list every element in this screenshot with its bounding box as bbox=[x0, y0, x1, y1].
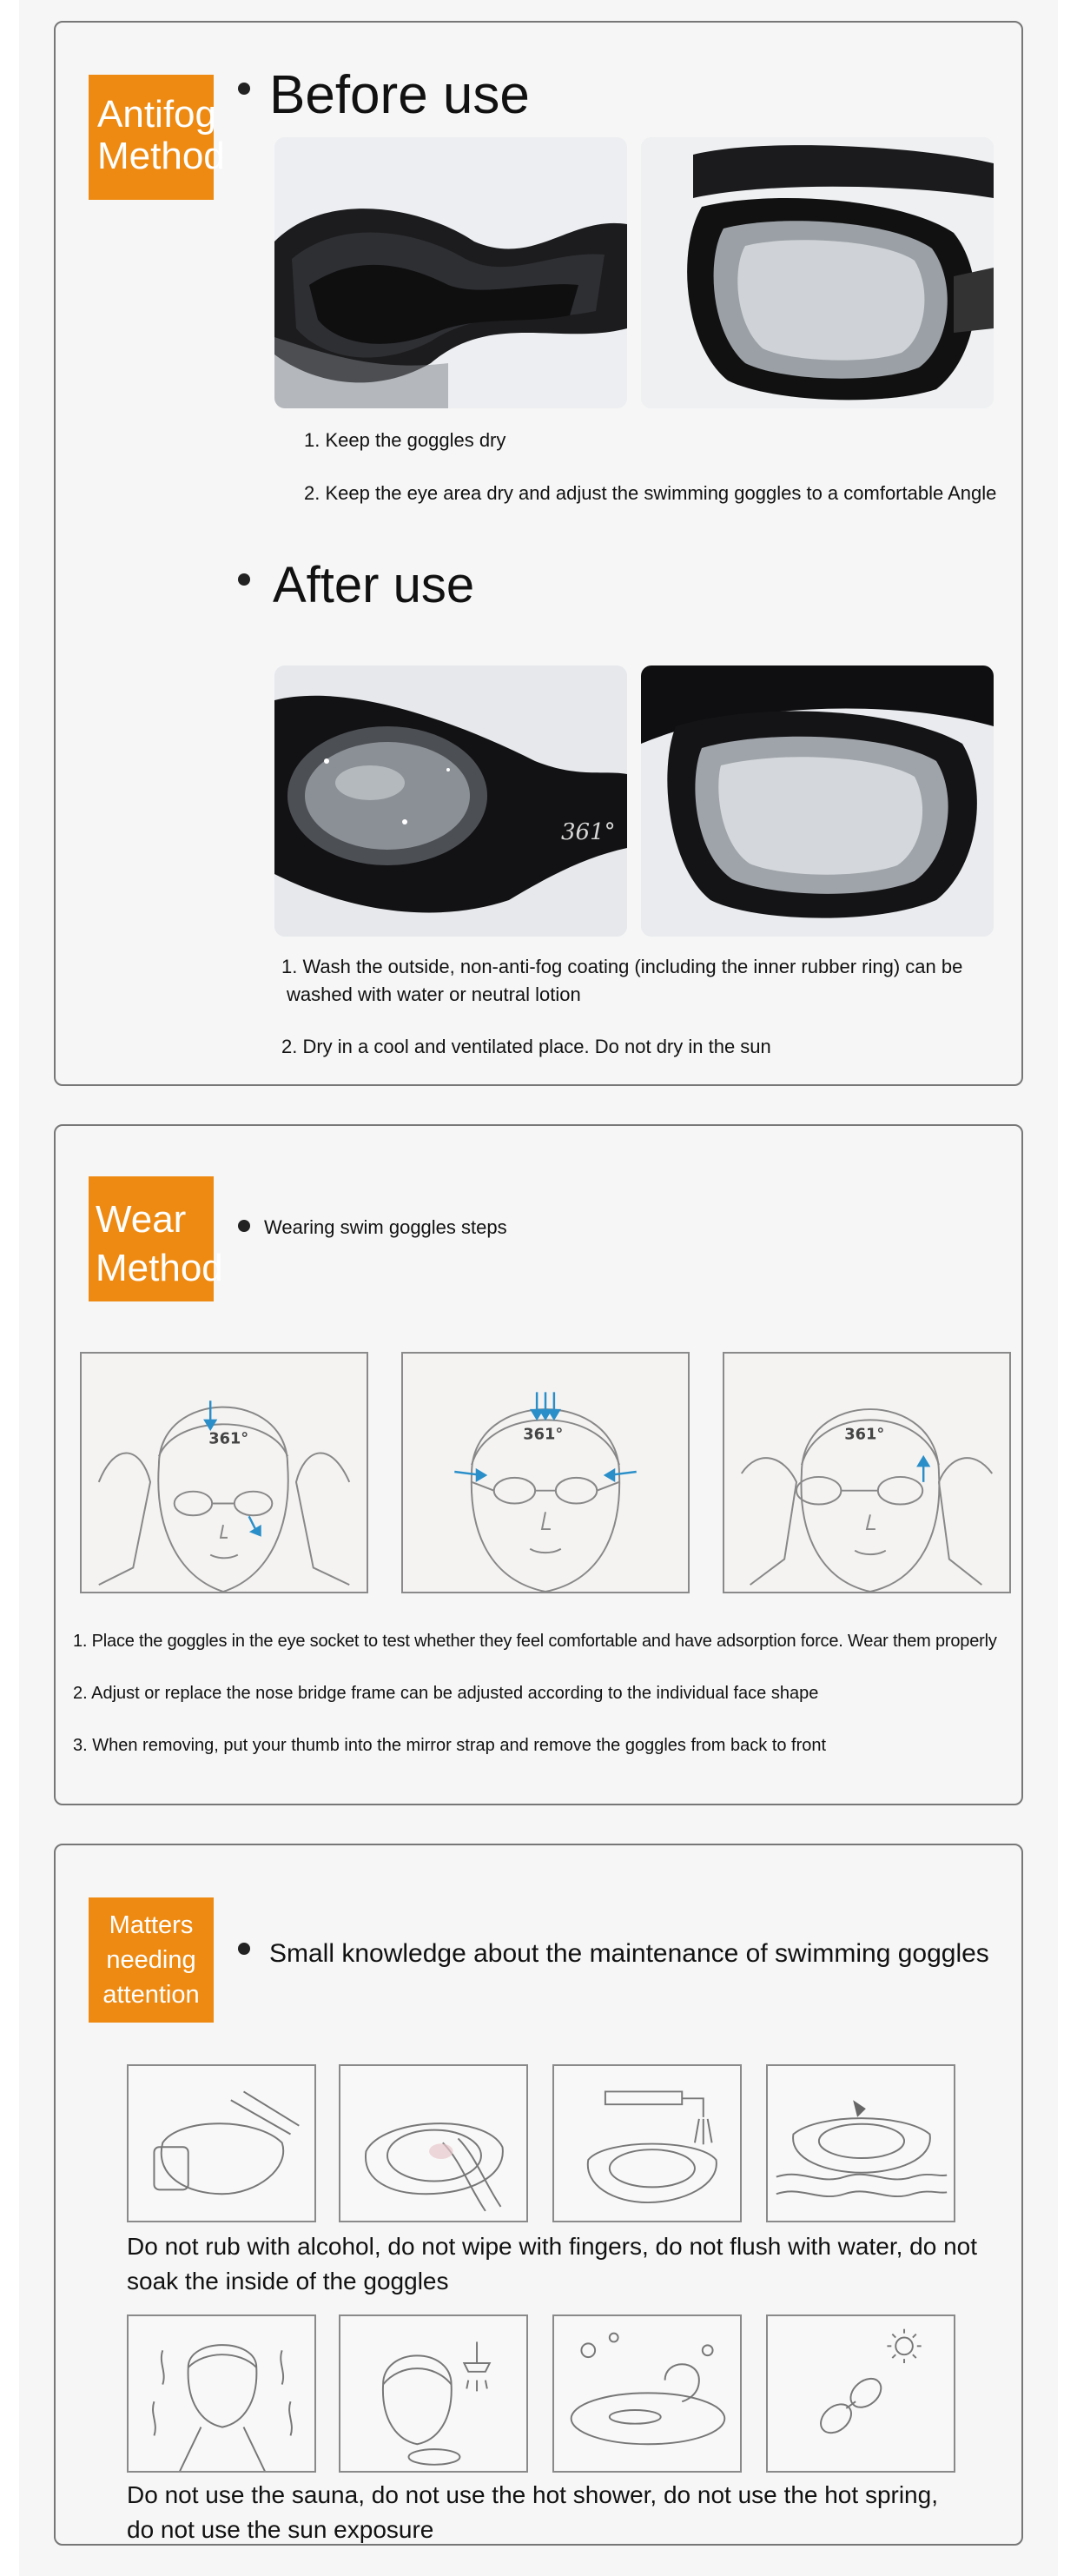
care-row-2-caption-line-2: do not use the sun exposure bbox=[127, 2516, 434, 2543]
care-illustration-no-alcohol bbox=[127, 2064, 316, 2222]
wear-step-3: 3. When removing, put your thumb into the mirror strap and remove the goggles from back to front bbox=[73, 1736, 827, 1755]
attention-tag-line-1: Matters bbox=[109, 1911, 194, 1939]
wear-heading: Wearing swim goggles steps bbox=[264, 1216, 507, 1238]
attention-tag-line-2: needing bbox=[106, 1946, 196, 1974]
care-illustration-no-flush bbox=[552, 2064, 742, 2222]
wear-step-3-cap-mark: 361° bbox=[844, 1426, 885, 1444]
care-row-1-caption-line-2: soak the inside of the goggles bbox=[127, 2268, 449, 2295]
wear-step-3-illustration bbox=[723, 1352, 1011, 1593]
before-photo-goggle-front bbox=[274, 137, 627, 408]
care-illustration-no-hot-shower bbox=[339, 2314, 528, 2473]
after-photo-brand: 361° bbox=[561, 819, 616, 845]
attention-tag-line-3: attention bbox=[102, 1981, 200, 2009]
wear-tag-line-2: Method bbox=[96, 1247, 223, 1289]
wear-tag-line-1: Wear bbox=[96, 1198, 187, 1241]
before-heading: Before use bbox=[269, 65, 530, 125]
antifog-tag-line-2: Method bbox=[97, 135, 225, 177]
after-bullet bbox=[238, 573, 250, 586]
wear-step-2-cap-mark: 361° bbox=[523, 1426, 564, 1444]
care-row-1-caption-line-1: Do not rub with alcohol, do not wipe with fingers, do not flush with water, do not bbox=[127, 2233, 978, 2260]
antifog-tag-line-1: Antifog bbox=[97, 93, 216, 136]
antifog-tag bbox=[89, 75, 225, 200]
before-photo-goggle-lens bbox=[641, 137, 994, 408]
after-photo-goggle-side bbox=[274, 666, 627, 937]
care-illustration-no-sauna bbox=[127, 2314, 316, 2473]
before-step-2: 2. Keep the eye area dry and adjust the swimming goggles to a comfortable Angle bbox=[304, 482, 997, 504]
after-step-2: 2. Dry in a cool and ventilated place. Do not dry in the sun bbox=[281, 1036, 771, 1057]
care-illustration-no-finger-wipe bbox=[339, 2064, 528, 2222]
care-illustration-no-soak bbox=[766, 2064, 955, 2222]
attention-bullet bbox=[238, 1943, 250, 1955]
before-bullet bbox=[238, 83, 250, 95]
after-step-1-line-1: 1. Wash the outside, non-anti-fog coating (including the inner rubber ring) can be bbox=[281, 956, 963, 977]
after-heading: After use bbox=[273, 557, 475, 613]
wear-tag bbox=[89, 1176, 223, 1301]
wear-step-1-cap-mark: 361° bbox=[208, 1430, 249, 1448]
care-row-2-caption-line-1: Do not use the sauna, do not use the hot shower, do not use the hot spring, bbox=[127, 2481, 938, 2508]
wear-step-2: 2. Adjust or replace the nose bridge frame can be adjusted according to the individual face shape bbox=[73, 1684, 819, 1703]
care-illustration-no-sun-exposure bbox=[766, 2314, 955, 2473]
care-illustration-no-hot-spring bbox=[552, 2314, 742, 2473]
attention-heading: Small knowledge about the maintenance of swimming goggles bbox=[269, 1939, 989, 1968]
after-step-1-line-2: washed with water or neutral lotion bbox=[287, 983, 581, 1005]
wear-bullet bbox=[238, 1220, 250, 1232]
attention-tag bbox=[89, 1897, 214, 2023]
wear-step-1-illustration bbox=[80, 1352, 368, 1593]
after-photo-goggle-front bbox=[641, 666, 994, 937]
wear-step-1: 1. Place the goggles in the eye socket to test whether they feel comfortable and have adsorption force. Wear them properly bbox=[73, 1632, 997, 1651]
before-step-1: 1. Keep the goggles dry bbox=[304, 429, 506, 451]
wear-step-2-illustration bbox=[401, 1352, 690, 1593]
